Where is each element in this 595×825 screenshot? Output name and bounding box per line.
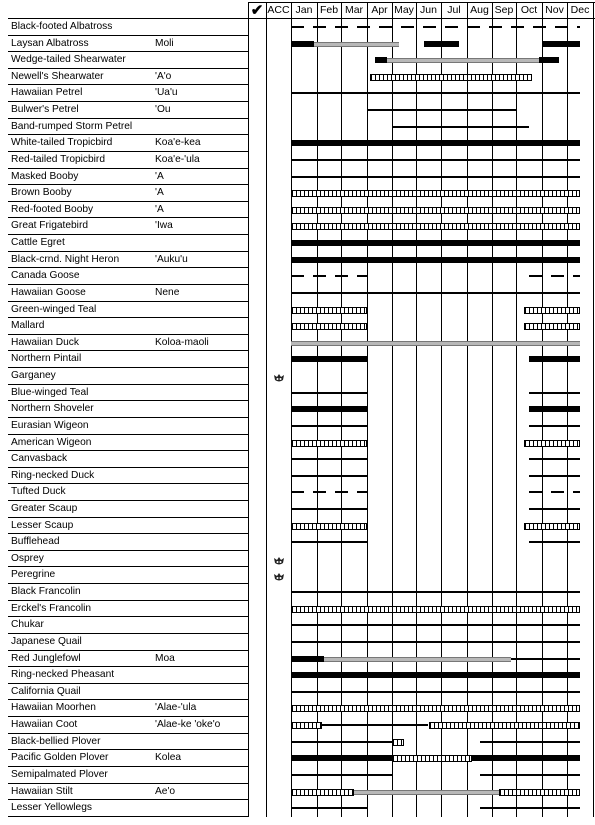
- occurrence-bar-uncommon: [322, 724, 429, 726]
- month-header-dec: Dec: [570, 4, 590, 16]
- occurrence-bar-common: [542, 41, 580, 47]
- occurrence-bar-breeding: [392, 755, 472, 762]
- species-name: Hawaiian Stilt: [11, 785, 73, 797]
- month-header-aug: Aug: [470, 4, 489, 16]
- hawaiian-name: 'Ua'u: [155, 87, 178, 99]
- hawaiian-name: 'Alae-ke 'oke'o: [155, 719, 221, 731]
- species-name: Hawaiian Petrel: [11, 87, 83, 99]
- species-name: Greater Scaup: [11, 502, 78, 514]
- month-header-nov: Nov: [545, 4, 564, 16]
- hawaiian-name: Koloa-maoli: [155, 336, 209, 348]
- hawaiian-name: 'A: [155, 170, 164, 182]
- occurrence-bar-common: [529, 356, 580, 362]
- occurrence-bar-uncommon: [291, 475, 367, 477]
- species-name: Semipalmated Plover: [11, 768, 108, 780]
- species-name: Mallard: [11, 320, 45, 332]
- hawaiian-name: 'A: [155, 203, 164, 215]
- occurrence-bar-shaded: [324, 657, 511, 662]
- acc-column-header: ACC: [267, 4, 290, 16]
- species-name: Japanese Quail: [11, 635, 82, 647]
- occurrence-bar-common: [291, 356, 367, 362]
- species-name: Osprey: [11, 552, 44, 564]
- species-name: Hawaiian Coot: [11, 719, 78, 731]
- occurrence-bar-breeding: [291, 523, 367, 530]
- occurrence-bar-uncommon: [291, 591, 580, 593]
- occurrence-bar-common: [291, 257, 580, 263]
- species-name: Newell's Shearwater: [11, 70, 104, 82]
- occurrence-bar-breeding: [291, 606, 580, 613]
- species-name: Ring-necked Pheasant: [11, 669, 115, 681]
- hawaiian-name: 'Auku'u: [155, 253, 188, 265]
- species-name: American Wigeon: [11, 436, 92, 448]
- checkmark-icon: ✔: [250, 3, 264, 18]
- occurrence-bar-uncommon: [529, 508, 580, 510]
- occurrence-bar-breeding: [370, 74, 532, 81]
- occurrence-bar-breeding: [291, 440, 367, 447]
- species-name: Cattle Egret: [11, 237, 65, 249]
- species-name: Pacific Golden Plover: [11, 752, 109, 764]
- month-header-may: May: [394, 4, 414, 16]
- species-name: Chukar: [11, 619, 44, 631]
- occurrence-bar-uncommon: [529, 541, 580, 543]
- occurrence-bar-common: [375, 57, 388, 63]
- occurrence-bar-uncommon: [291, 159, 580, 161]
- occurrence-bar-rare: [529, 275, 580, 277]
- occurrence-bar-breeding: [392, 739, 404, 746]
- occurrence-bar-uncommon: [291, 508, 367, 510]
- species-name: Eurasian Wigeon: [11, 419, 89, 431]
- species-name: Black-footed Albatross: [11, 21, 113, 32]
- species-name: Lesser Scaup: [11, 519, 74, 531]
- occurrence-bar-uncommon: [480, 807, 581, 809]
- species-row: [0, 368, 595, 385]
- species-name: Garganey: [11, 370, 56, 382]
- occurrence-bar-uncommon: [480, 741, 581, 743]
- species-name: California Quail: [11, 685, 81, 697]
- species-name: Bulwer's Petrel: [11, 104, 79, 116]
- occurrence-bar-uncommon: [291, 176, 580, 178]
- hawaiian-name: 'Iwa: [155, 220, 173, 232]
- occurrence-bar-breeding: [524, 440, 580, 447]
- species-name: Hawaiian Moorhen: [11, 702, 96, 714]
- hawaiian-name: 'Ou: [155, 104, 171, 116]
- species-name: Peregrine: [11, 569, 56, 581]
- bird-icon: [272, 554, 286, 568]
- hawaiian-name: 'A'o: [155, 70, 172, 82]
- occurrence-bar-uncommon: [291, 624, 580, 626]
- hawaiian-name: Kolea: [155, 752, 182, 764]
- occurrence-bar-uncommon: [291, 458, 367, 460]
- occurrence-bar-shaded: [314, 42, 399, 47]
- species-name: White-tailed Tropicbird: [11, 137, 113, 149]
- species-name: Blue-winged Teal: [11, 386, 89, 398]
- species-name: Brown Booby: [11, 187, 72, 199]
- species-name: Red Junglefowl: [11, 652, 81, 664]
- hawaiian-name: Koa'e-'ula: [155, 153, 200, 165]
- occurrence-bar-uncommon: [291, 541, 367, 543]
- occurrence-bar-rare: [291, 275, 367, 277]
- month-header-mar: Mar: [344, 4, 364, 16]
- species-row: [0, 567, 595, 584]
- species-name: Lesser Yellowlegs: [11, 802, 92, 814]
- occurrence-bar-breeding: [291, 307, 367, 314]
- occurrence-bar-breeding: [291, 223, 580, 230]
- species-name: Northern Shoveler: [11, 403, 94, 415]
- occurrence-bar-common: [529, 406, 580, 412]
- occurrence-bar-breeding: [291, 190, 580, 197]
- occurrence-bar-uncommon: [480, 774, 581, 776]
- occurrence-bar-breeding: [291, 789, 354, 796]
- occurrence-bar-rare: [529, 491, 580, 493]
- occurrence-bar-uncommon: [529, 392, 580, 394]
- occurrence-bar-rare: [291, 491, 367, 493]
- occurrence-bar-common: [424, 41, 460, 47]
- occurrence-bar-breeding: [291, 207, 580, 214]
- occurrence-bar-breeding: [291, 705, 580, 712]
- occurrence-bar-breeding: [524, 523, 580, 530]
- occurrence-bar-common: [291, 406, 367, 412]
- occurrence-bar-uncommon: [291, 92, 580, 94]
- occurrence-bar-shaded: [387, 58, 539, 63]
- species-name: Canvasback: [11, 453, 68, 465]
- occurrence-bar-shaded: [354, 790, 499, 795]
- month-header-jan: Jan: [295, 4, 313, 16]
- occurrence-bar-common: [291, 41, 314, 47]
- species-name: Hawaiian Duck: [11, 336, 79, 348]
- occurrence-bar-uncommon: [529, 425, 580, 427]
- month-header-jul: Jul: [447, 4, 461, 16]
- species-name: Tufted Duck: [11, 486, 66, 498]
- occurrence-bar-common: [291, 755, 392, 761]
- species-name: Great Frigatebird: [11, 220, 89, 232]
- species-name: Black-bellied Plover: [11, 735, 101, 747]
- species-name: Northern Pintail: [11, 353, 82, 365]
- occurrence-bar-breeding: [499, 789, 580, 796]
- species-name: Canada Goose: [11, 270, 80, 282]
- occurrence-bar-common: [291, 672, 580, 678]
- occurrence-bar-shaded: [291, 341, 580, 346]
- occurrence-bar-common: [291, 656, 324, 662]
- occurrence-bar-uncommon: [291, 292, 580, 294]
- occurrence-bar-uncommon: [291, 392, 367, 394]
- occurrence-bar-common: [291, 140, 580, 146]
- hawaiian-name: Moa: [155, 652, 175, 664]
- occurrence-bar-common: [291, 240, 580, 246]
- occurrence-bar-uncommon: [291, 641, 580, 643]
- species-name: Black Francolin: [11, 586, 81, 598]
- month-header-jun: Jun: [420, 4, 437, 16]
- bird-icon: [272, 371, 286, 385]
- hawaiian-name: Moli: [155, 37, 174, 49]
- species-name: Red-tailed Tropicbird: [11, 153, 105, 165]
- species-name: Green-winged Teal: [11, 303, 97, 315]
- hawaiian-name: Koa'e-kea: [155, 137, 201, 149]
- hawaiian-name: Ae'o: [155, 785, 176, 797]
- species-name: Wedge-tailed Shearwater: [11, 54, 126, 66]
- species-name: Band-rumped Storm Petrel: [11, 120, 133, 132]
- hawaiian-name: Nene: [155, 286, 180, 298]
- species-name: Ring-necked Duck: [11, 469, 95, 481]
- species-name: Laysan Albatross: [11, 37, 89, 49]
- month-header-oct: Oct: [520, 4, 538, 16]
- occurrence-bar-breeding: [524, 307, 580, 314]
- species-name: Bufflehead: [11, 536, 60, 548]
- occurrence-bar-uncommon: [291, 741, 392, 743]
- month-header-feb: Feb: [319, 4, 339, 16]
- occurrence-bar-uncommon: [529, 475, 580, 477]
- month-header-apr: Apr: [371, 4, 388, 16]
- bird-icon: [272, 570, 286, 584]
- occurrence-bar-uncommon: [291, 774, 392, 776]
- occurrence-bar-breeding: [291, 722, 322, 729]
- hawaiian-name: 'Alae-'ula: [155, 702, 197, 714]
- species-name: Red-footed Booby: [11, 203, 94, 215]
- occurrence-bar-common: [472, 755, 580, 761]
- occurrence-bar-uncommon: [511, 658, 580, 660]
- occurrence-bar-uncommon: [529, 458, 580, 460]
- occurrence-bar-breeding: [291, 323, 367, 330]
- species-name: Masked Booby: [11, 170, 79, 182]
- species-row: [0, 551, 595, 568]
- occurrence-bar-breeding: [429, 722, 581, 729]
- occurrence-bar-uncommon: [291, 807, 367, 809]
- species-name: Black-crnd. Night Heron: [11, 253, 120, 265]
- species-name: Hawaiian Goose: [11, 286, 86, 298]
- occurrence-bar-breeding: [524, 323, 580, 330]
- grid-hline: [248, 2, 595, 3]
- occurrence-bar-uncommon: [291, 425, 367, 427]
- species-name: Erckel's Francolin: [11, 602, 92, 614]
- occurrence-bar-uncommon: [367, 109, 516, 111]
- hawaiian-name: 'A: [155, 187, 164, 199]
- month-header-sep: Sep: [494, 4, 514, 16]
- occurrence-bar-rare: [291, 26, 580, 28]
- occurrence-bar-uncommon: [291, 691, 580, 693]
- occurrence-bar-common: [539, 57, 559, 63]
- occurrence-bar-uncommon: [392, 126, 529, 128]
